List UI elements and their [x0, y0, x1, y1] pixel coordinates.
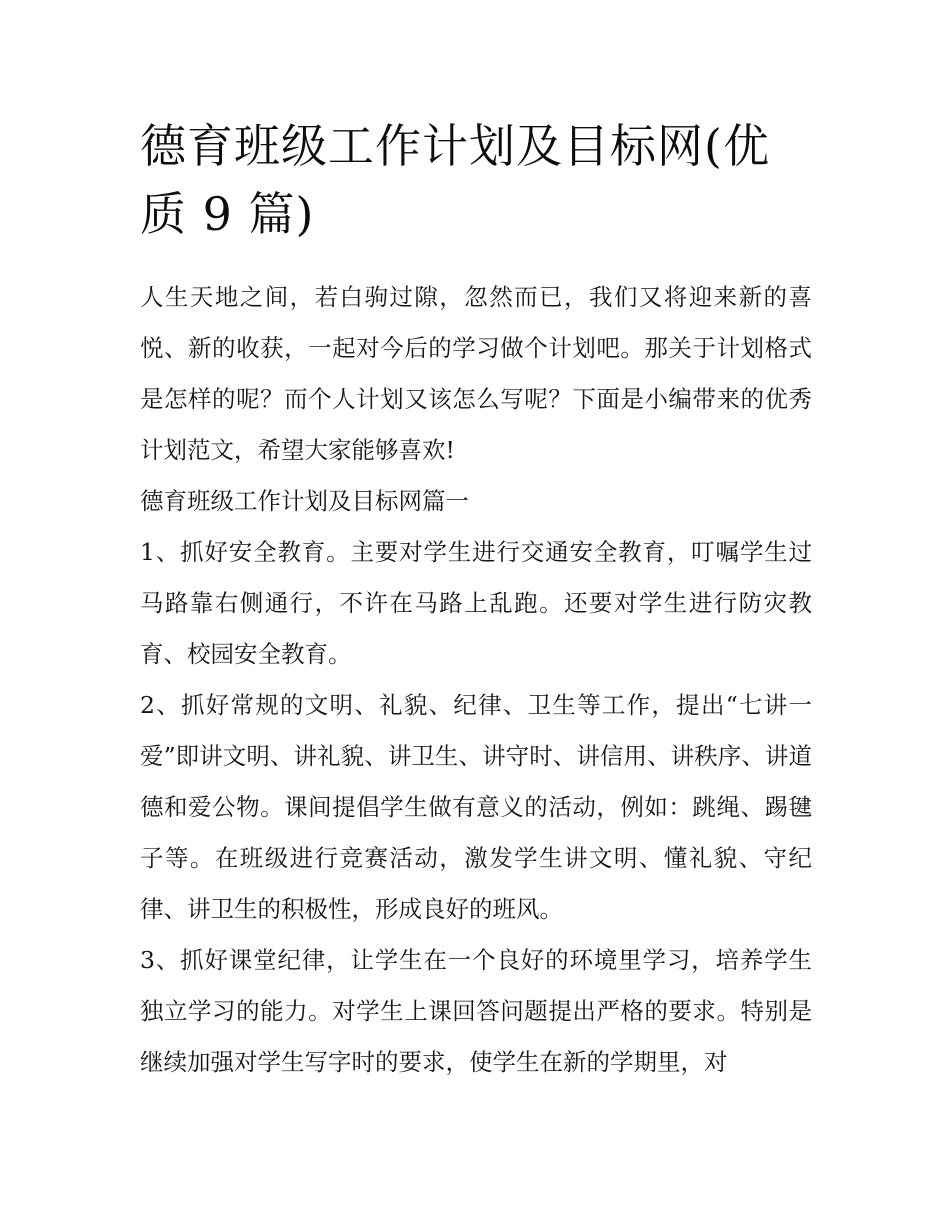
page-title: 德育班级工作计划及目标网(优质 9 篇): [140, 119, 770, 241]
section-heading: 德育班级工作计划及目标网篇一: [140, 487, 469, 515]
list-item: 2、抓好常规的文明、礼貌、纪律、卫生等工作，提出“七讲一爱”即讲文明、讲礼貌、讲卫生、讲守时、讲信用、讲秩序、讲道德和爱公物。课间提倡学生做有意义的活动，例如：跳绳、踢毽子等。在班级进行竞赛活动，激发学生讲文明、懂礼貌、守纪律、讲卫生的积极性，形成良好的班风。: [140, 691, 812, 923]
list-item: 3、抓好课堂纪律，让学生在一个良好的环境里学习，培养学生独立学习的能力。对学生上课回答问题提出严格的要求。特别是继续加强对学生写字时的要求，使学生在新的学期里，对: [140, 946, 812, 1076]
document-body: [140, 112, 812, 1088]
intro-paragraph: 人生天地之间，若白驹过隙，忽然而已，我们又将迎来新的喜悦、新的收获，一起对今后的学习做个计划吧。那关于计划格式是怎样的呢？而个人计划又该怎么写呢？下面是小编带来的优秀计划范文，希望大家能够喜欢!: [140, 283, 812, 464]
list-item: 1、抓好安全教育。主要对学生进行交通安全教育，叮嘱学生过马路靠右侧通行，不许在马路上乱跑。还要对学生进行防灾教育、校园安全教育。: [140, 538, 812, 668]
